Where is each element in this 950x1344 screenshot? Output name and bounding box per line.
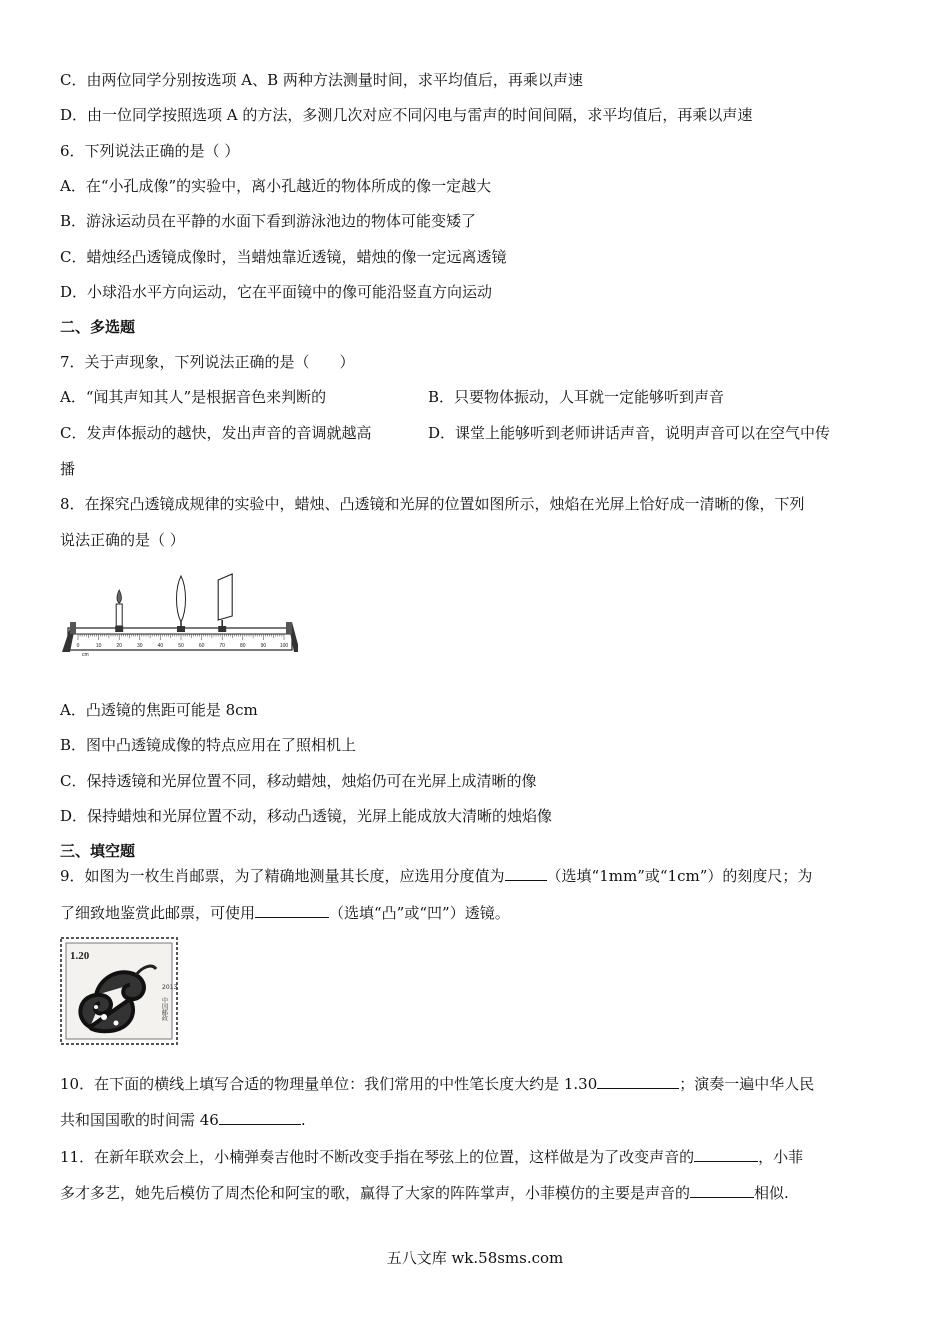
section-heading-multiple-choice: 二、多选题: [60, 318, 136, 336]
bench-tick-label: 40: [157, 643, 164, 649]
bench-left-block: [70, 622, 76, 634]
q9-blank-2[interactable]: [255, 903, 329, 918]
candle-holder: [115, 626, 123, 632]
q10-text-2b: .: [300, 1111, 306, 1129]
q6-stem: 6．下列说法正确的是（ ）: [60, 142, 240, 160]
q6-option-c: C．蜡烛经凸透镜成像时，当蜡烛靠近透镜，蜡烛的像一定远离透镜: [60, 248, 507, 266]
bench-tick-label: 10: [95, 643, 102, 649]
q11-text-2b: 相似.: [754, 1184, 789, 1202]
q10-text-1a: 10．在下面的横线上填写合适的物理量单位：我们常用的中性笔长度大约是 1.30: [60, 1075, 598, 1093]
candle-flame-icon: [117, 590, 122, 603]
bench-tick-label: 0: [76, 643, 80, 649]
stamp-flower-icon: [101, 1014, 107, 1020]
q7-option-a: A．“闻其声知其人”是根据音色来判断的: [60, 388, 327, 406]
screen-panel: [218, 574, 232, 620]
q9-blank-1[interactable]: [505, 866, 547, 881]
q9-text-1a: 9．如图为一枚生肖邮票，为了精确地测量其长度，应选用分度值为: [60, 867, 505, 885]
q11-line1: [60, 1147, 803, 1167]
screen-holder: [218, 626, 226, 632]
q7-option-c: C．发声体振动的越快，发出声音的音调就越高: [60, 424, 372, 442]
q6-option-d: D．小球沿水平方向运动，它在平面镜中的像可能沿竖直方向运动: [60, 283, 493, 301]
q10-text-1b: ；演奏一遍中华人民: [679, 1075, 815, 1093]
bench-tick-label: 80: [240, 643, 246, 649]
q8-option-d: D．保持蜡烛和光屏位置不动，移动凸透镜，光屏上能成放大清晰的烛焰像: [60, 807, 553, 825]
bench-unit-label: cm: [82, 652, 89, 658]
bench-tick-label: 100: [279, 643, 289, 649]
q9-line2: [60, 903, 510, 923]
q10-blank-2[interactable]: [219, 1110, 301, 1125]
q6-option-a: A．在“小孔成像”的实验中，离小孔越近的物体所成的像一定越大: [60, 177, 492, 195]
bench-tick-label: 50: [178, 643, 184, 649]
q10-line1: [60, 1074, 814, 1094]
q5-option-c: C．由两位同学分别按选项 A、B 两种方法测量时间，求平均值后，再乘以声速: [60, 71, 583, 89]
q10-line2: [60, 1110, 306, 1130]
q8-stem-line2: 说法正确的是（ ）: [60, 531, 185, 549]
q9-line1: [60, 866, 812, 886]
section-heading-fill-blank: 三、填空题: [60, 842, 136, 860]
q8-option-b: B．图中凸透镜成像的特点应用在了照相机上: [60, 736, 357, 754]
q11-text-1a: 11．在新年联欢会上，小楠弹奏吉他时不断改变手指在琴弦上的位置，这样做是为了改变声音的: [60, 1148, 695, 1166]
q11-blank-2[interactable]: [690, 1183, 754, 1198]
bench-tick-label: 20: [116, 643, 122, 649]
stamp-flower-icon: [94, 1005, 98, 1009]
candle: [115, 590, 123, 632]
q8-option-a: A．凸透镜的焦距可能是 8cm: [60, 701, 258, 719]
convex-lens-icon: [177, 576, 186, 622]
q9-text-1b: （选填“1mm”或“1cm”）的刻度尺；为: [546, 867, 813, 885]
q5-option-d: D．由一位同学按照选项 A 的方法，多测几次对应不同闪电与雷声的时间间隔，求平均值后，再乘以声速: [60, 106, 753, 124]
q11-line2: [60, 1183, 789, 1203]
q8-stem-line1: 8．在探究凸透镜成规律的实验中，蜡烛、凸透镜和光屏的位置如图所示，烛焰在光屏上恰好成一清晰的像，下列: [60, 495, 805, 513]
bench-tick-label: 60: [198, 643, 205, 649]
page-footer-watermark: 五八文库 wk.58sms.com: [386, 1249, 564, 1267]
stamp-country: 中国邮政: [160, 997, 168, 1021]
candle-body: [116, 604, 122, 626]
q7-option-b: B．只要物体振动，人耳就一定能够听到声音: [428, 388, 725, 406]
stamp-flower-icon: [114, 1021, 119, 1026]
q9-text-2b: （选填“凸”或“凹”）透镜。: [329, 904, 510, 922]
q9-text-2a: 了细致地鉴赏此邮票，可使用: [60, 904, 256, 922]
light-screen: [218, 574, 232, 632]
q10-blank-1[interactable]: [597, 1074, 679, 1089]
bench-tick-label: 30: [137, 643, 143, 649]
bench-tick-label: 90: [260, 643, 267, 649]
q7-option-d: D．课堂上能够听到老师讲话声音，说明声音可以在空气中传: [428, 424, 831, 442]
lens-holder: [177, 626, 185, 632]
convex-lens: [177, 576, 186, 632]
optical-bench-figure: [58, 560, 298, 660]
bench-right-block: [286, 622, 292, 634]
q7-stem: 7．关于声现象，下列说法正确的是（ ）: [60, 353, 355, 371]
q8-option-c: C．保持透镜和光屏位置不同，移动蜡烛，烛焰仍可在光屏上成清晰的像: [60, 772, 537, 790]
zodiac-snake-stamp: [60, 937, 178, 1045]
q11-text-1b: ，小菲: [758, 1148, 804, 1166]
q6-option-b: B．游泳运动员在平静的水面下看到游泳池边的物体可能变矮了: [60, 212, 477, 230]
stamp-year: 2013: [162, 984, 178, 991]
stamp-value: 1.20: [70, 950, 90, 962]
bench-tick-label: 70: [219, 643, 225, 649]
q11-blank-1[interactable]: [694, 1147, 758, 1162]
q11-text-2a: 多才多艺，她先后模仿了周杰伦和阿宝的歌，赢得了大家的阵阵掌声，小菲模仿的主要是声音的: [60, 1184, 691, 1202]
q10-text-2a: 共和国国歌的时间需 46: [60, 1111, 219, 1129]
q7-option-d-continued: 播: [60, 460, 76, 478]
